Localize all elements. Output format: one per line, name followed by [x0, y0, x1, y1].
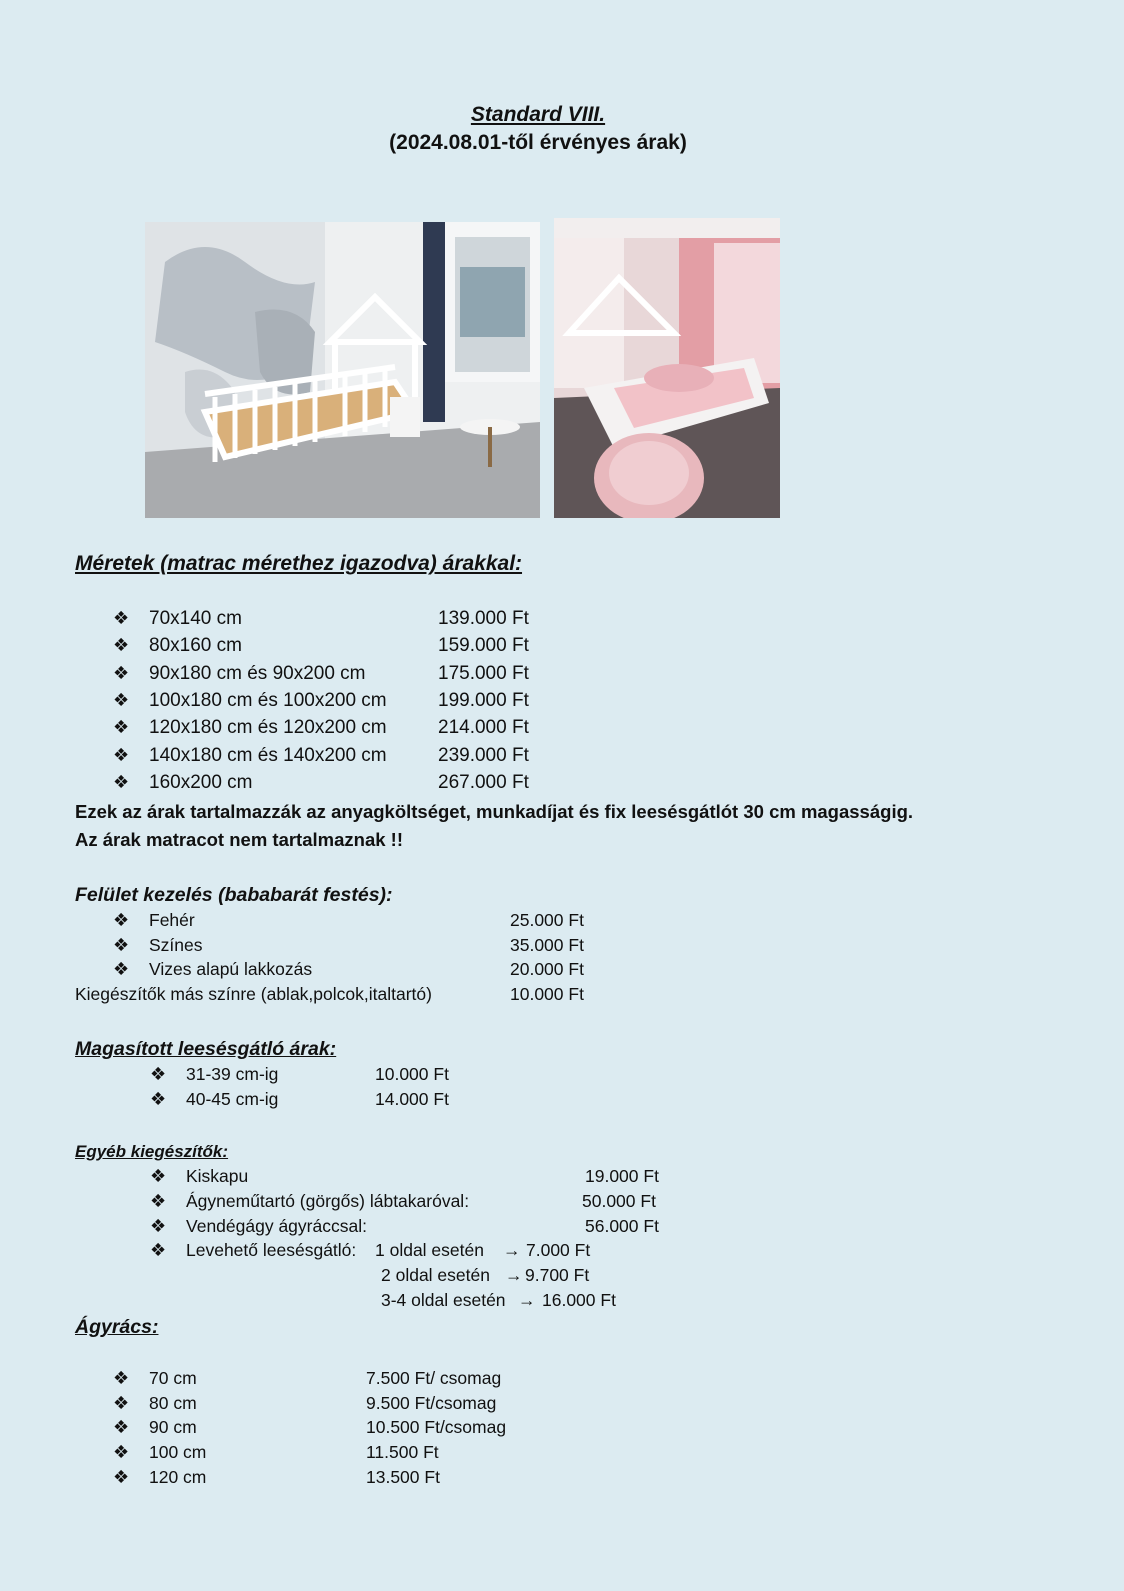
removable-price-2: 9.700 Ft [525, 1265, 590, 1285]
slat-size: 90 cm [149, 1417, 197, 1438]
slat-size: 100 cm [149, 1442, 207, 1463]
list-item [0, 935, 1124, 961]
bullet-icon: ❖ [150, 1191, 167, 1211]
surface-price: 35.000 Ft [510, 934, 584, 955]
list-item [0, 1216, 1124, 1242]
size-label: 160x200 cm [149, 771, 253, 793]
bullet-icon: ❖ [113, 1466, 130, 1487]
arrow-icon: → [505, 1265, 523, 1285]
bullet-icon: ❖ [113, 635, 130, 656]
list-item [0, 1166, 1124, 1192]
bullet-icon: ❖ [113, 771, 130, 792]
slat-price: 11.500 Ft [366, 1442, 439, 1463]
accessory-price: 19.000 Ft [585, 1166, 659, 1186]
bullet-icon: ❖ [113, 959, 130, 979]
surface-label: Színes [149, 934, 203, 955]
list-item [0, 717, 1124, 743]
bed-house-room-photo [145, 222, 540, 518]
removable-row-2 [0, 1265, 1124, 1291]
removable-price-3: 16.000 Ft [542, 1290, 616, 1310]
surface-extra-price: 10.000 Ft [510, 984, 584, 1004]
bullet-icon: ❖ [113, 608, 130, 628]
size-price: 199.000 Ft [438, 689, 529, 711]
raised-label: 40-45 cm-ig [186, 1089, 279, 1109]
size-label: 90x180 cm és 90x200 cm [149, 662, 366, 684]
sizes-heading: Méretek (matrac mérethez igazodva) árakkal: [75, 552, 523, 575]
list-item [0, 910, 1124, 936]
removable-label: Levehető leesésgátló: [186, 1240, 357, 1260]
size-label: 100x180 cm és 100x200 cm [149, 689, 387, 711]
mattress-not-included-note: Az árak matracot nem tartalmaznak !! [75, 829, 403, 850]
slat-price: 7.500 Ft/ csomag [366, 1368, 502, 1388]
accessory-price: 50.000 Ft [582, 1191, 656, 1211]
surface-label: Fehér [149, 910, 195, 930]
bullet-icon: ❖ [113, 1368, 130, 1388]
list-item [0, 663, 1124, 689]
arrow-icon: → [518, 1290, 536, 1310]
list-item [0, 1089, 1124, 1115]
pink-room-bed-photo [554, 218, 780, 518]
slat-size: 70 cm [149, 1368, 197, 1388]
bullet-icon: ❖ [113, 662, 130, 683]
list-item [0, 1467, 1124, 1493]
list-item [0, 1191, 1124, 1217]
list-item [0, 1393, 1124, 1419]
bullet-icon: ❖ [150, 1216, 167, 1236]
accessory-label: Ágyneműtartó (görgős) lábtakaróval: [186, 1191, 470, 1211]
list-item [0, 745, 1124, 771]
surface-price: 25.000 Ft [510, 910, 584, 930]
bullet-icon: ❖ [113, 1392, 130, 1413]
slats-heading: Ágyrács: [75, 1316, 159, 1338]
page-subtitle: (2024.08.01-től érvényes árak) [389, 131, 687, 154]
bullet-icon: ❖ [150, 1166, 167, 1186]
surface-heading: Felület kezelés (bababarát festés): [75, 884, 393, 906]
page-title: Standard VIII. [470, 103, 606, 126]
bullet-icon: ❖ [113, 1417, 130, 1438]
raised-price: 14.000 Ft [375, 1089, 449, 1109]
list-item [0, 959, 1124, 985]
raised-price: 10.000 Ft [375, 1064, 449, 1084]
removable-row-1 [0, 1240, 1124, 1266]
accessory-label: Kiskapu [186, 1166, 249, 1186]
surface-extra-row [0, 984, 1124, 1010]
size-price: 139.000 Ft [438, 608, 529, 629]
price-includes-note: Ezek az árak tartalmazzák az anyagköltséget, munkadíjat és fix leesésgátlót 30 cm magasságig. [75, 801, 914, 822]
removable-price-1: 7.000 Ft [526, 1240, 591, 1260]
list-item [0, 690, 1124, 716]
list-item [0, 1442, 1124, 1468]
bullet-icon: ❖ [150, 1089, 167, 1109]
size-price: 267.000 Ft [438, 771, 529, 793]
bullet-icon: ❖ [113, 689, 130, 710]
slat-price: 10.500 Ft/csomag [366, 1417, 507, 1438]
list-item [0, 1064, 1124, 1090]
bullet-icon: ❖ [113, 744, 130, 765]
arrow-icon: → [503, 1240, 521, 1260]
size-label: 120x180 cm és 120x200 cm [149, 717, 387, 739]
slat-size: 80 cm [149, 1392, 197, 1413]
bullet-icon: ❖ [113, 934, 130, 955]
removable-row-3 [0, 1290, 1124, 1316]
list-item [0, 608, 1124, 634]
removable-text-3: 3-4 oldal esetén [381, 1290, 506, 1310]
surface-label: Vizes alapú lakkozás [149, 959, 313, 979]
list-item [0, 772, 1124, 798]
list-item [0, 635, 1124, 661]
size-price: 159.000 Ft [438, 635, 529, 657]
surface-price: 20.000 Ft [510, 959, 584, 979]
removable-text-1: 1 oldal esetén [375, 1240, 484, 1260]
raised-label: 31-39 cm-ig [186, 1064, 279, 1084]
bullet-icon: ❖ [113, 1442, 130, 1463]
slat-price: 9.500 Ft/csomag [366, 1392, 497, 1413]
surface-extra-label: Kiegészítők más színre (ablak,polcok,italtartó) [75, 984, 432, 1004]
size-price: 214.000 Ft [438, 717, 529, 739]
bullet-icon: ❖ [113, 910, 130, 930]
bullet-icon: ❖ [150, 1064, 167, 1084]
size-price: 175.000 Ft [438, 662, 529, 684]
bullet-icon: ❖ [113, 717, 130, 738]
accessories-heading: Egyéb kiegészítők: [75, 1142, 229, 1161]
slat-price: 13.500 Ft [366, 1466, 440, 1487]
size-price: 239.000 Ft [438, 744, 529, 766]
bullet-icon: ❖ [150, 1240, 167, 1260]
list-item [0, 1368, 1124, 1394]
slat-size: 120 cm [149, 1466, 207, 1487]
removable-text-2: 2 oldal esetén [381, 1265, 490, 1285]
raised-heading: Magasított leesésgátló árak: [75, 1038, 337, 1060]
accessory-price: 56.000 Ft [585, 1216, 659, 1236]
size-label: 70x140 cm [149, 608, 242, 629]
list-item [0, 1417, 1124, 1443]
size-label: 80x160 cm [149, 635, 242, 657]
size-label: 140x180 cm és 140x200 cm [149, 744, 387, 766]
accessory-label: Vendégágy ágyráccsal: [186, 1216, 367, 1236]
